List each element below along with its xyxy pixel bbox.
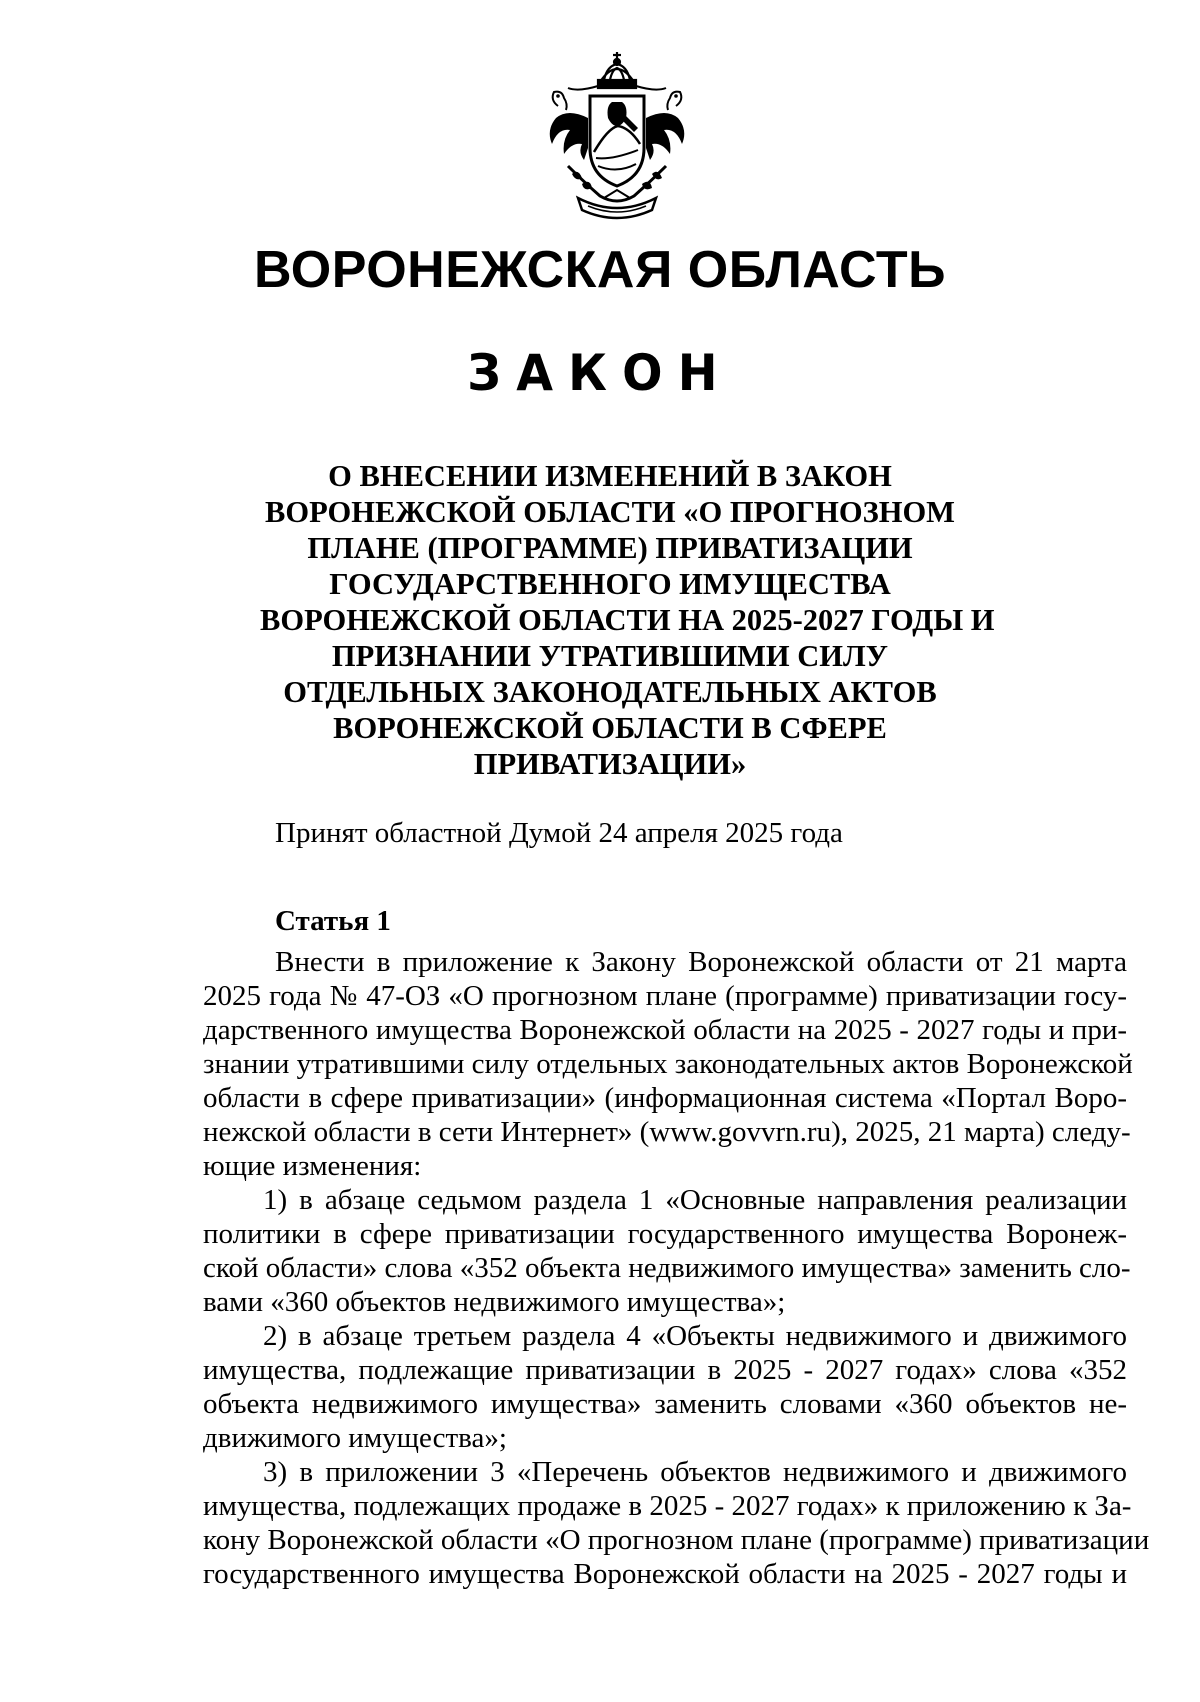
law-title-line: ВОРОНЕЖСКОЙ ОБЛАСТИ В СФЕРЕ	[333, 711, 887, 745]
text-line: 2) в абзаце третьем раздела 4 «Объекты недвижимого и движимого	[263, 1320, 1127, 1352]
law-title-line: ВОРОНЕЖСКОЙ ОБЛАСТИ НА 2025-2027 ГОДЫ И	[260, 603, 995, 637]
law-title-line: ВОРОНЕЖСКОЙ ОБЛАСТИ «О ПРОГНОЗНОМ	[265, 495, 955, 529]
article-body	[203, 945, 1150, 1591]
law-title-line: ПЛАНЕ (ПРОГРАММЕ) ПРИВАТИЗАЦИИ	[307, 531, 913, 565]
text-line: имущества, подлежащих продаже в 2025 - 2027 годах» к приложению к За-	[203, 1490, 1132, 1522]
law-title-line: ОТДЕЛЬНЫХ ЗАКОНОДАТЕЛЬНЫХ АКТОВ	[283, 675, 937, 709]
text-line: 3) в приложении 3 «Перечень объектов недвижимого и движимого	[263, 1456, 1127, 1488]
law-title-line: ГОСУДАРСТВЕННОГО ИМУЩЕСТВА	[329, 567, 891, 601]
article-intro-paragraph	[203, 945, 1133, 1183]
text-line: Внести в приложение к Закону Воронежской области от 21 марта	[275, 946, 1127, 978]
law-title-line: О ВНЕСЕНИИ ИЗМЕНЕНИЙ В ЗАКОН	[328, 459, 892, 493]
text-line: ющие изменения:	[203, 1150, 422, 1182]
text-line: 2025 года № 47-ОЗ «О прогнозном плане (программе) приватизации госу-	[203, 980, 1127, 1012]
text-line: нежской области в сети Интернет» (www.govvrn.ru), 2025, 21 марта) следу-	[203, 1116, 1131, 1148]
coat-of-arms-emblem	[538, 48, 696, 228]
text-line: 1) в абзаце седьмом раздела 1 «Основные направления реализации	[263, 1184, 1127, 1216]
text-line: государственного имущества Воронежской области на 2025 - 2027 годы и	[203, 1558, 1127, 1590]
text-line: ской области» слова «352 объекта недвижимого имущества» заменить сло-	[203, 1252, 1131, 1284]
list-item-3	[203, 1455, 1150, 1591]
text-line: движимого имущества»;	[203, 1422, 507, 1454]
text-line: кону Воронежской области «О прогнозном плане (программе) приватизации	[203, 1524, 1150, 1556]
list-item-2	[203, 1319, 1127, 1455]
text-line: знании утратившими силу отдельных законодательных актов Воронежской	[203, 1048, 1133, 1080]
text-line: области в сфере приватизации» (информационная система «Портал Воро-	[203, 1082, 1127, 1114]
adoption-note: Принят областной Думой 24 апреля 2025 года	[275, 817, 843, 849]
region-heading: ВОРОНЕЖСКАЯ ОБЛАСТЬ	[254, 241, 946, 299]
law-title-line: ПРИВАТИЗАЦИИ»	[473, 747, 747, 781]
text-line: политики в сфере приватизации государственного имущества Воронеж-	[203, 1218, 1127, 1250]
law-title-line: ПРИЗНАНИИ УТРАТИВШИМИ СИЛУ	[331, 639, 889, 673]
text-line: вами «360 объектов недвижимого имущества»;	[203, 1286, 786, 1318]
law-title	[260, 458, 995, 782]
list-item-1	[203, 1183, 1131, 1319]
text-line: имущества, подлежащие приватизации в 2025 - 2027 годах» слова «352	[203, 1354, 1127, 1386]
text-line: объекта недвижимого имущества» заменить словами «360 объектов не-	[203, 1388, 1127, 1420]
article-heading: Статья 1	[275, 905, 391, 937]
text-line: дарственного имущества Воронежской области на 2025 - 2027 годы и при-	[203, 1014, 1127, 1046]
document-type-heading: ЗАКОН	[467, 344, 733, 402]
